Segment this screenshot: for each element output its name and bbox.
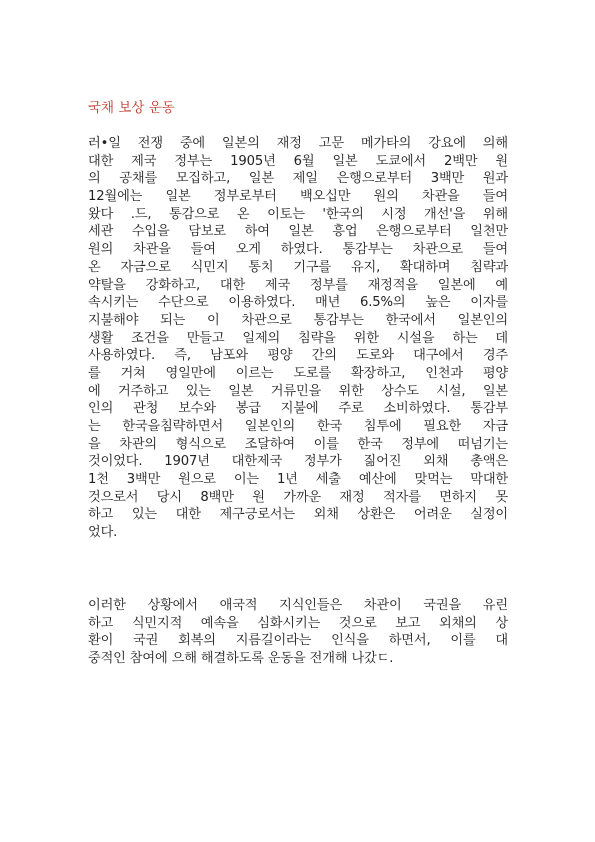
text-line: 중적인 참여에 으해 해결하도록 운동을 전개해 나갔ㄷ. [88,651,394,667]
text-line: 는 한국을침략하면서 일본인의 한국 침투에 필요한 자금 [88,419,508,434]
text-line: 을 차관의 형식으로 조달하여 이를 한국 정부에 떠넘기는 [88,436,508,452]
text-line: 에 거주하고 있는 일본 거류민을 위한 상수도 시설, 일본 [88,383,508,399]
text-line: 약탈을 강화하고, 대한 제국 정부를 재정적을 일본에 예 [88,277,508,293]
text-line: 원의 차관을 들여 오게 하였다. 통감부는 차관으로 들여 [88,242,508,258]
text-line: 인의 관청 보수와 봉급 지불에 주로 소비하였다. 통감부 [88,401,508,417]
text-line: 세관 수입을 담보로 하여 일본 흥업 은행으로부터 일천만 [88,224,508,240]
text-line: 하고 식민지적 예속을 심화시키는 것으로 보고 외채의 상 [88,615,508,631]
text-line: 생활 조건을 만들고 일제의 침략을 위한 시설을 하는 데 [88,330,508,346]
text-line: 것으로서 당시 8백만 원 가까운 재정 적자를 면하지 못 [88,489,508,505]
text-line: 1천 3백만 원으로 이는 1년 세출 예산에 맞먹는 막대한 [88,472,508,488]
text-line: 속시키는 수단으로 이용하였다. 매년 6.5%의 높은 이자를 [88,295,508,311]
text-line: 것이었다. 1907년 대한제국 정부가 짊어진 외채 총액은 [88,454,508,470]
text-line: 러•일 전쟁 중에 일본의 재정 고문 메가타의 강요에 의해 [88,136,508,151]
text-line: 이러한 상황에서 애국적 지식인들은 차관이 국권을 유린 [88,598,508,613]
body-paragraph-1 [88,135,508,542]
text-line: 대한 제국 정부는 1905년 6월 일본 도쿄에서 2백만 원 [88,153,508,169]
text-line: 온 자금으로 식민지 통치 기구를 유지, 확대하며 침략과 [88,259,508,275]
text-line: 12월에는 일본 정부로부터 백오십만 원의 차관을 들여 [88,189,508,205]
text-line: 하고 있는 대한 제구긍로서는 외채 상환은 어려운 실정이 [88,507,508,523]
body-paragraph-2 [88,597,508,668]
text-line: 의 공채를 모집하고, 일본 제일 은행으로부터 3백만 원과 [88,171,508,187]
text-line: 지불해야 되는 이 차관으로 통감부는 한국에서 일본인의 [88,312,508,328]
text-line: 었다. [88,525,118,541]
text-line: 사용하였다. 즉, 남포와 평양 간의 도로와 대구에서 경주 [88,348,508,364]
text-line: 왔다 .드, 통감으로 온 이토는 '한국의 시정 개선'을 위해 [88,206,508,222]
text-line: 를 거쳐 영일만에 이르는 도로를 확장하고, 인천과 평양 [88,365,508,381]
document-title: 국채 보상 운동 [88,100,175,116]
text-line: 환이 국권 회복의 지름길이라는 인식을 하면서, 이를 대 [88,633,508,649]
